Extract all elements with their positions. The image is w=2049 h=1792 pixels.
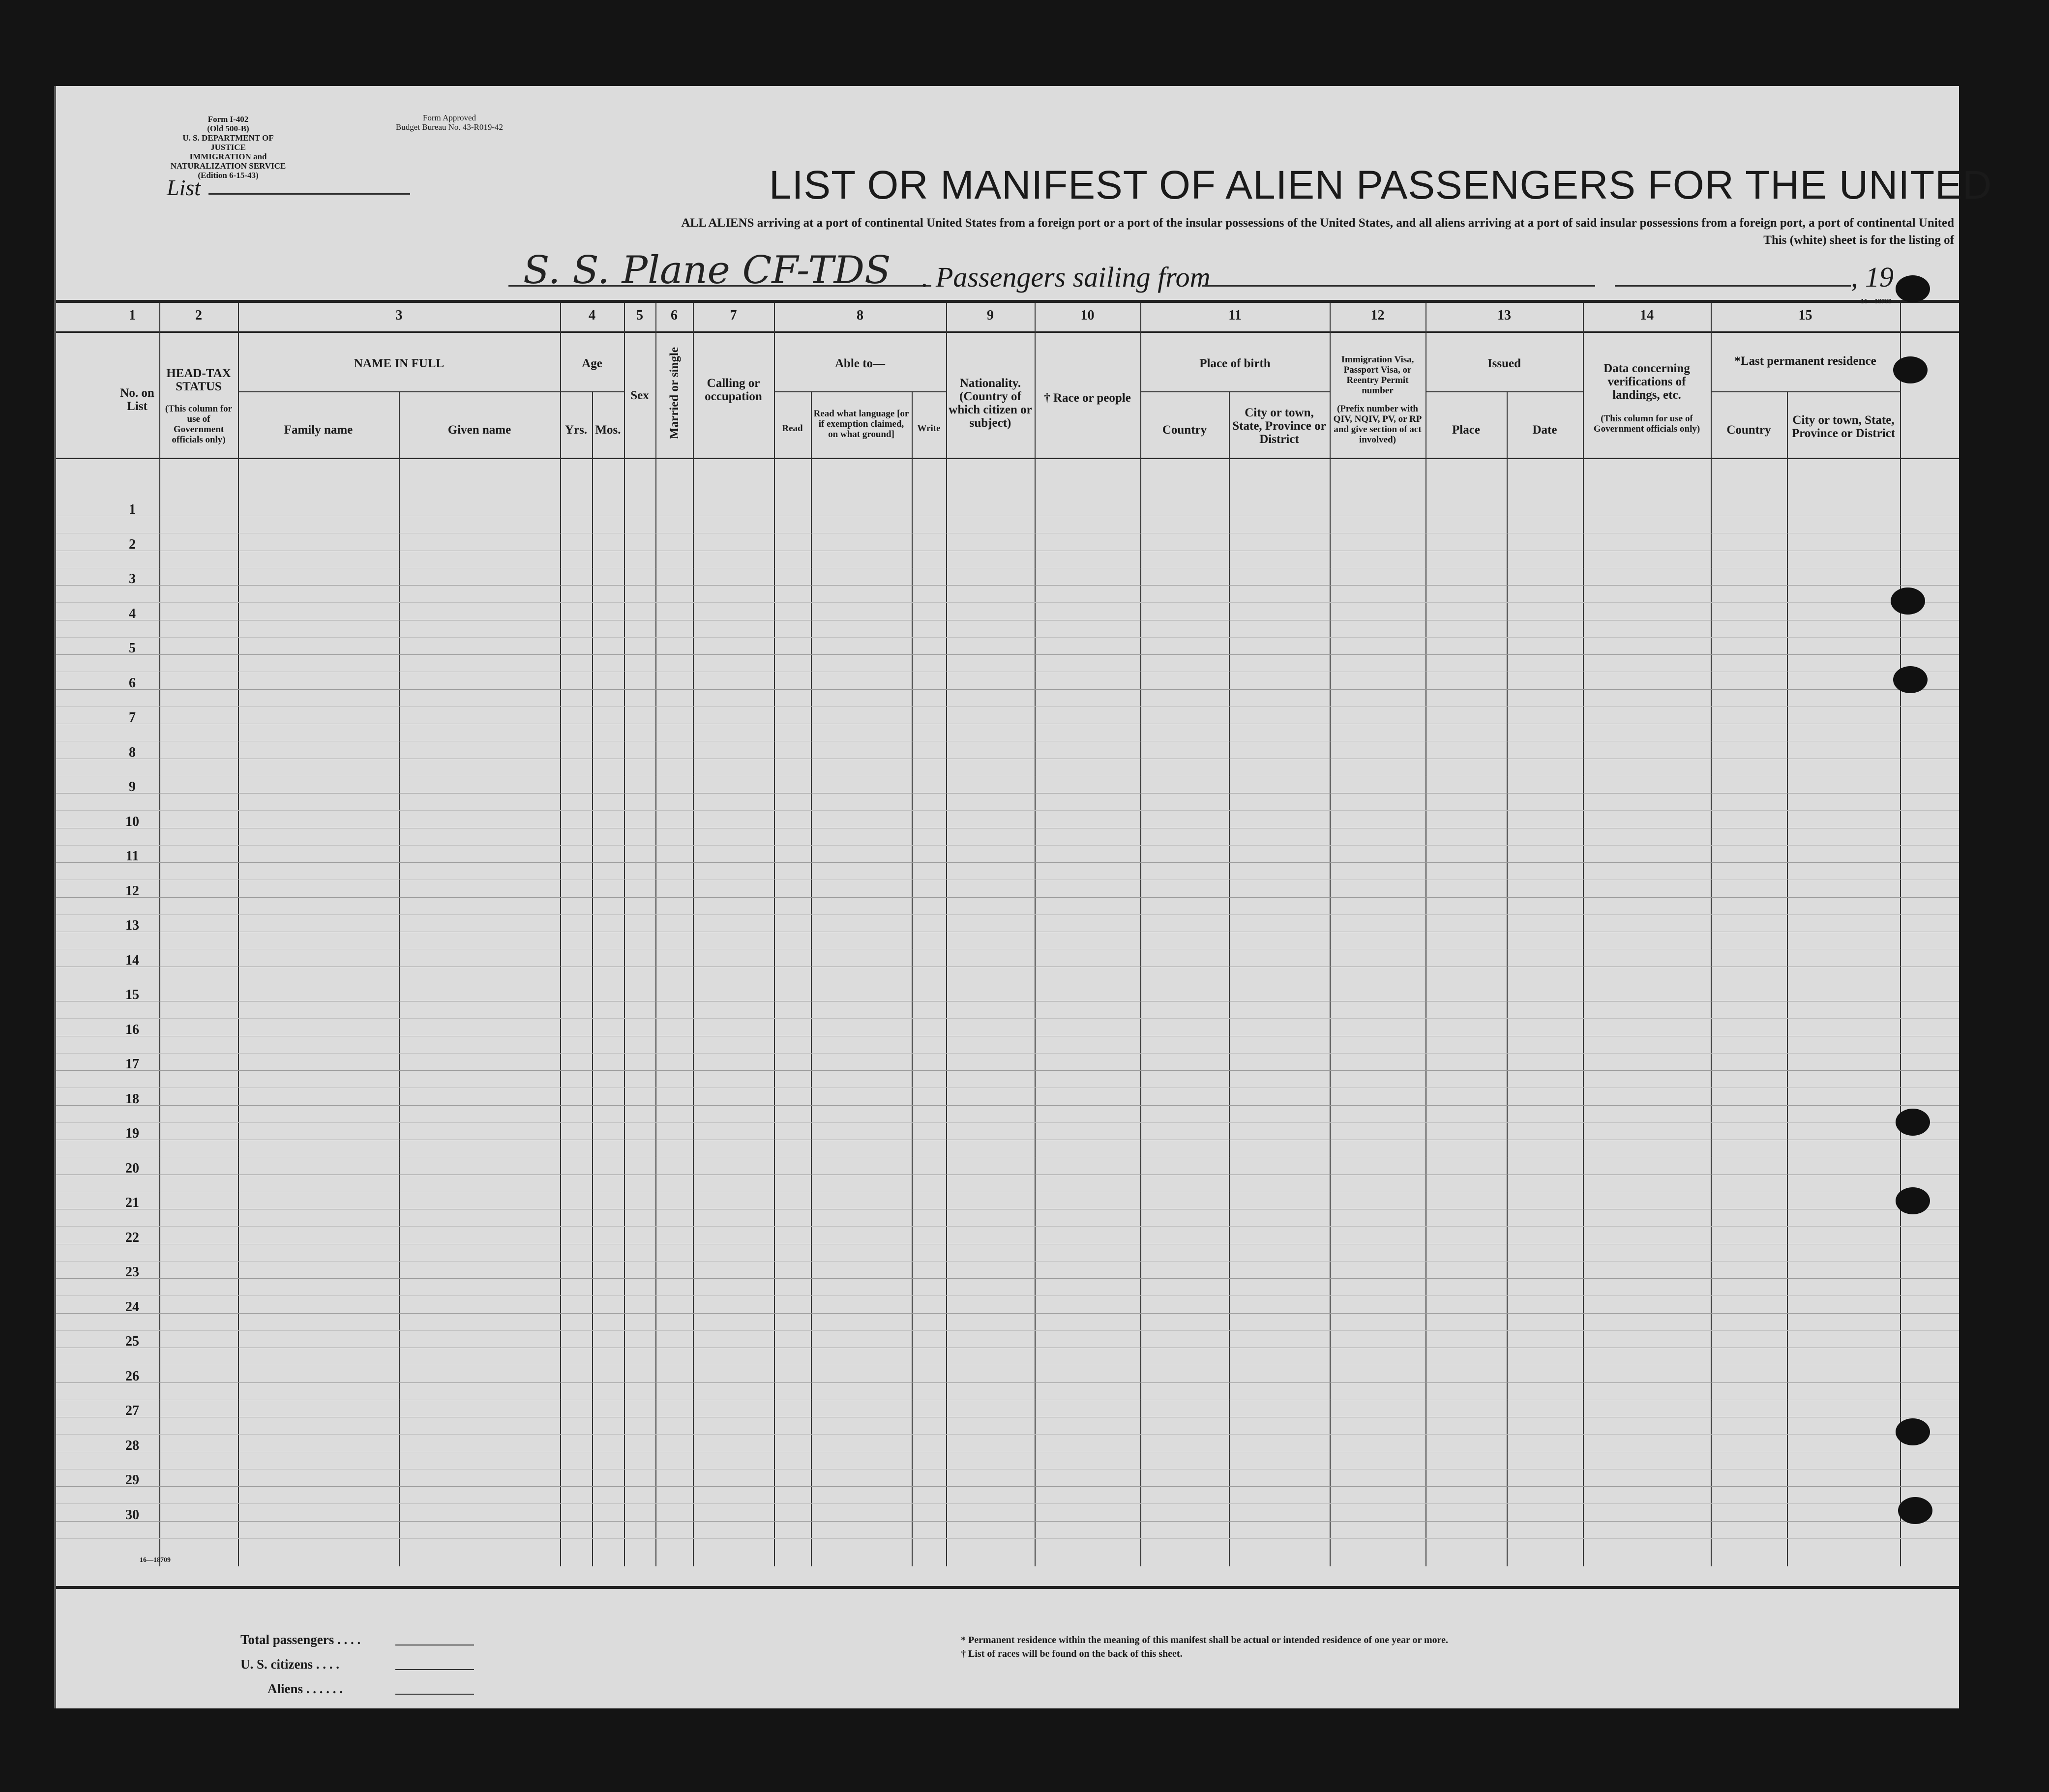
col-number-8: 8 xyxy=(857,308,863,323)
col-number-12: 12 xyxy=(1370,308,1385,323)
total-passengers-label: Total passengers . . . . xyxy=(240,1632,361,1647)
row-subrule xyxy=(56,1538,1959,1539)
row-number: 3 xyxy=(129,571,136,587)
department-name: U. S. DEPARTMENT OF JUSTICE xyxy=(182,133,274,152)
row-subrule xyxy=(56,1295,1959,1296)
ship-name-handwritten: S. S. Plane CF-TDS xyxy=(523,248,891,293)
col-number-14: 14 xyxy=(1640,308,1654,323)
row-number: 8 xyxy=(129,744,136,760)
binder-hole xyxy=(1896,275,1930,302)
row-subrule xyxy=(56,1122,1959,1123)
col-number-2: 2 xyxy=(195,308,202,323)
row-subrule xyxy=(56,845,1959,846)
approval-block xyxy=(366,113,533,132)
col-number-13: 13 xyxy=(1497,308,1511,323)
binder-hole xyxy=(1893,666,1928,693)
header-family-name: Family name xyxy=(284,423,353,437)
col-divider xyxy=(946,303,947,1566)
col-divider xyxy=(238,303,239,1566)
header-read-language: Read what language [or if exemption claimed, on what ground] xyxy=(813,409,909,440)
form-identifier xyxy=(164,115,292,180)
row-subrule xyxy=(56,1053,1959,1054)
page-title: LIST OR MANIFEST OF ALIEN PASSENGERS FOR THE UNITED xyxy=(769,163,1992,207)
header-able-to: Able to— xyxy=(834,357,886,370)
sailing-from-label: . Passengers sailing from xyxy=(921,261,1211,293)
table-row[interactable] xyxy=(56,1278,1959,1279)
col-divider xyxy=(1900,303,1901,1566)
col-number-1: 1 xyxy=(129,308,136,323)
row-number: 19 xyxy=(125,1126,139,1141)
header-verifications: Data concerning verifications of landings, etc. xyxy=(1604,362,1690,402)
row-number: 18 xyxy=(125,1091,139,1107)
col-divider xyxy=(1425,303,1426,1566)
table-row[interactable] xyxy=(56,1105,1959,1106)
row-subrule xyxy=(56,706,1959,707)
table-row[interactable] xyxy=(56,1521,1959,1522)
row-number: 2 xyxy=(129,536,136,552)
header-age: Age xyxy=(582,357,602,370)
binder-hole xyxy=(1896,1418,1930,1445)
instructions-line-2: This (white) sheet is for the listing of xyxy=(1763,234,1954,247)
row-number: 26 xyxy=(125,1368,139,1384)
row-number: 9 xyxy=(129,779,136,794)
col-divider xyxy=(560,303,561,1566)
header-verifications-note: (This column for use of Government officials only) xyxy=(1593,413,1700,434)
row-subrule xyxy=(56,602,1959,603)
header-residence-city: City or town, State, Province or District xyxy=(1791,413,1896,440)
row-subrule xyxy=(56,810,1959,811)
table-row[interactable] xyxy=(56,862,1959,863)
list-label: List xyxy=(167,175,201,200)
header-no-on-list: No. on List xyxy=(120,386,154,413)
form-old-number: (Old 500-B) xyxy=(207,124,249,133)
col-divider xyxy=(1035,303,1036,1566)
row-number: 13 xyxy=(125,918,139,933)
sailing-date-field[interactable] xyxy=(1615,285,1851,287)
row-number: 5 xyxy=(129,641,136,656)
row-number: 24 xyxy=(125,1299,139,1315)
row-subrule xyxy=(56,1261,1959,1262)
col-number-5: 5 xyxy=(636,308,643,323)
table-row[interactable] xyxy=(56,1313,1959,1314)
row-number: 1 xyxy=(129,502,136,517)
print-code: 16—18709 xyxy=(140,1557,171,1564)
header-birth-country: Country xyxy=(1162,423,1207,437)
header-calling: Calling or occupation xyxy=(705,377,762,403)
row-number: 17 xyxy=(125,1057,139,1072)
header-write: Write xyxy=(917,423,941,434)
table-row[interactable] xyxy=(56,1070,1959,1071)
header-head-tax: HEAD-TAX STATUS xyxy=(166,367,231,393)
subheader-rule xyxy=(238,391,560,392)
residence-footnote: * Permanent residence within the meaning of this manifest shall be actual or intended residence of one year or more. xyxy=(961,1635,1449,1645)
row-number: 12 xyxy=(125,883,139,899)
table-row[interactable] xyxy=(56,585,1959,586)
col-divider xyxy=(624,303,625,1566)
row-number: 30 xyxy=(125,1507,139,1523)
header-birth-city: City or town, State, Province or District xyxy=(1232,406,1326,446)
manifest-sheet xyxy=(54,86,1992,1708)
subheader-rule xyxy=(1140,391,1330,392)
row-number: 15 xyxy=(125,987,139,1002)
binder-hole xyxy=(1896,1109,1930,1136)
budget-number: Budget Bureau No. 43-R019-42 xyxy=(395,122,504,132)
us-citizens-field[interactable] xyxy=(395,1669,474,1670)
table-row[interactable] xyxy=(56,689,1959,690)
col-divider xyxy=(159,303,160,1566)
col-number-4: 4 xyxy=(589,308,595,323)
aliens-label: Aliens . . . . . . xyxy=(267,1681,343,1696)
header-issued-place: Place xyxy=(1452,423,1480,437)
row-subrule xyxy=(56,1434,1959,1435)
header-nationality: Nationality. (Country of which citizen or subject) xyxy=(949,377,1032,430)
header-yrs: Yrs. xyxy=(564,423,588,437)
row-subrule xyxy=(56,1330,1959,1331)
print-code-top: 16—18709 xyxy=(1861,298,1892,305)
table-row[interactable] xyxy=(56,897,1959,898)
table-row[interactable] xyxy=(56,1486,1959,1487)
form-edition: (Edition 6-15-43) xyxy=(198,171,259,180)
header-mos: Mos. xyxy=(595,423,621,437)
row-subrule xyxy=(56,914,1959,915)
col-number-10: 10 xyxy=(1080,308,1095,323)
row-number: 20 xyxy=(125,1160,139,1176)
ship-name-field[interactable] xyxy=(508,285,931,287)
header-place-of-birth: Place of birth xyxy=(1199,357,1271,370)
aliens-field[interactable] xyxy=(395,1694,474,1695)
number-row-divider xyxy=(56,331,1959,333)
row-number: 6 xyxy=(129,675,136,691)
col-divider xyxy=(774,303,775,1566)
row-number: 7 xyxy=(129,710,136,725)
form-number: Form I-402 xyxy=(208,115,249,124)
header-visa-note: (Prefix number with QIV, NQIV, PV, or RP and give section of act involved) xyxy=(1333,404,1422,445)
year-label: , 19 xyxy=(1851,261,1894,293)
us-citizens-label: U. S. citizens . . . . xyxy=(240,1657,339,1672)
row-number: 29 xyxy=(125,1472,139,1488)
header-given-name: Given name xyxy=(447,423,511,437)
col-number-11: 11 xyxy=(1228,308,1242,323)
header-issued: Issued xyxy=(1487,357,1521,370)
binder-hole xyxy=(1896,1187,1930,1214)
header-last-residence: *Last permanent residence xyxy=(1734,354,1876,368)
row-subrule xyxy=(56,1087,1959,1088)
table-row[interactable] xyxy=(56,1382,1959,1383)
binder-hole xyxy=(1891,588,1925,615)
subheader-rule xyxy=(774,391,946,392)
row-number: 23 xyxy=(125,1264,139,1280)
row-number: 16 xyxy=(125,1022,139,1037)
col-number-3: 3 xyxy=(395,308,403,323)
header-issued-date: Date xyxy=(1532,423,1557,437)
sailing-from-field[interactable] xyxy=(1202,285,1595,287)
header-name-in-full: NAME IN FULL xyxy=(354,357,445,370)
col-divider xyxy=(693,303,694,1566)
header-divider xyxy=(56,458,1959,459)
row-subrule xyxy=(56,637,1959,638)
service-name: IMMIGRATION and NATURALIZATION SERVICE xyxy=(170,152,286,171)
form-approved: Form Approved xyxy=(422,113,476,122)
subheader-rule xyxy=(1711,391,1900,392)
row-number: 11 xyxy=(125,849,139,864)
races-footnote: † List of races will be found on the back of this sheet. xyxy=(961,1648,1183,1659)
binder-hole xyxy=(1893,356,1928,383)
header-race: † Race or people xyxy=(1044,391,1131,405)
row-number: 27 xyxy=(125,1403,139,1418)
row-number: 4 xyxy=(129,606,136,621)
row-number: 21 xyxy=(125,1195,139,1210)
col-divider xyxy=(1583,303,1584,1566)
row-number: 28 xyxy=(125,1438,139,1453)
col-number-15: 15 xyxy=(1798,308,1812,323)
col-number-6: 6 xyxy=(671,308,678,323)
manifest-table xyxy=(56,300,1959,1589)
header-visa: Immigration Visa, Passport Visa, or Reentry Permit number xyxy=(1341,354,1414,396)
header-head-tax-note: (This column for use of Government officials only) xyxy=(165,404,233,445)
row-number: 14 xyxy=(125,952,139,968)
col-number-9: 9 xyxy=(987,308,994,323)
col-divider xyxy=(655,303,656,1566)
header-read: Read xyxy=(782,423,803,434)
row-number: 25 xyxy=(125,1334,139,1349)
subheader-rule xyxy=(1425,391,1583,392)
row-subrule xyxy=(56,1018,1959,1019)
row-subrule xyxy=(56,1503,1959,1504)
subheader-rule xyxy=(560,391,624,392)
col-divider xyxy=(1711,303,1712,1566)
row-number: 22 xyxy=(125,1230,139,1245)
header-residence-country: Country xyxy=(1726,423,1771,437)
col-divider xyxy=(1140,303,1141,1566)
row-number: 10 xyxy=(125,814,139,829)
col-divider xyxy=(1330,303,1331,1566)
row-subrule xyxy=(56,1226,1959,1227)
header-sex: Sex xyxy=(630,389,649,402)
col-number-7: 7 xyxy=(730,308,737,323)
list-number-field[interactable] xyxy=(208,193,410,195)
header-married: Married or single xyxy=(668,347,681,439)
binder-hole xyxy=(1898,1497,1932,1524)
instructions-line-1: ALL ALIENS arriving at a port of continental United States from a foreign port or a port of the insular possessions of the United States, and all aliens arriving at a port of said insular possessions from a foreign port, a port of continental United xyxy=(681,216,1954,230)
table-row[interactable] xyxy=(56,654,1959,655)
